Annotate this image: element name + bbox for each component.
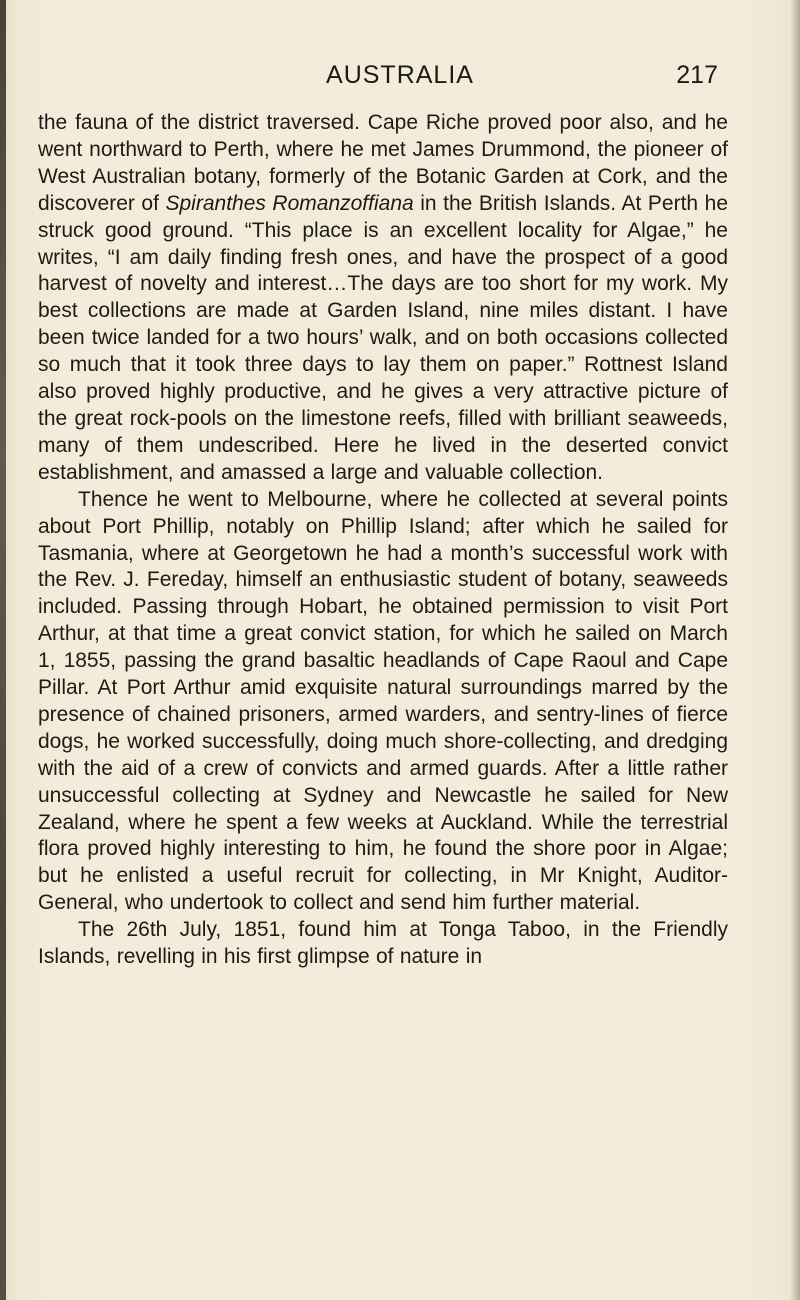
paragraph-1-text-after: in the British Islands. At Perth he struck good ground. “This place is an excellent locality for Algae,” he writes, “I am daily finding fresh ones, and have the prospect of a good harvest of novelty and interest…The days are too short for my work. My best collections are made at Garden Island, nine miles distant. I have been twice landed for a two hours’ walk, and on both occasions collected so much that it took three days to lay them on paper.” Rottnest Island also proved highly productive, and he gives a very attractive picture of the great rock-pools on the limestone reefs, filled with brilliant seaweeds, many of them undescribed. Here he lived in the deserted convict establishment, and amassed a large and valuable collection. (38, 191, 728, 484)
species-name-italic: Spiranthes Romanzoffiana (165, 191, 414, 215)
page-number: 217 (676, 61, 718, 89)
body-text (38, 110, 728, 971)
running-title: AUSTRALIA (326, 61, 474, 89)
paragraph-2: Thence he went to Melbourne, where he collected at several points about Port Phillip, notably on Phillip Island; after which he sailed for Tasmania, where at Georgetown he had a month’s successful work with the Rev. J. Fereday, himself an enthusiastic student of botany, seaweeds included. Passing through Hobart, he obtained permission to visit Port Arthur, at that time a great convict station, for which he sailed on March 1, 1855, passing the grand basaltic headlands of Cape Raoul and Cape Pillar. At Port Arthur amid exquisite natural surroundings marred by the presence of chained prisoners, armed warders, and sentry-lines of fierce dogs, he worked successfully, doing much shore-collecting, and dredging with the aid of a crew of convicts and armed guards. After a little rather unsuccessful collecting at Sydney and Newcastle he sailed for New Zealand, where he spent a few weeks at Auckland. While the terrestrial flora proved highly interesting to him, he found the shore poor in Algae; but he enlisted a useful recruit for collecting, in Mr Knight, Auditor-General, who undertook to collect and send him further material. (38, 487, 728, 915)
page-outer-edge (790, 0, 800, 1300)
page-binding-edge (0, 0, 6, 1300)
paragraph-1-text-before: the fauna of the district traversed. Cape Riche proved poor also, and he went northward to Perth, where he met James Drummond, the pioneer of West Australian botany, formerly of the Botanic Garden at Cork, and the discoverer of (38, 111, 728, 215)
paragraph-3: The 26th July, 1851, found him at Tonga Taboo, in the Friendly Islands, revelling in his first glimpse of nature in (38, 918, 728, 969)
running-header (0, 60, 800, 100)
paragraph-1 (38, 110, 728, 487)
